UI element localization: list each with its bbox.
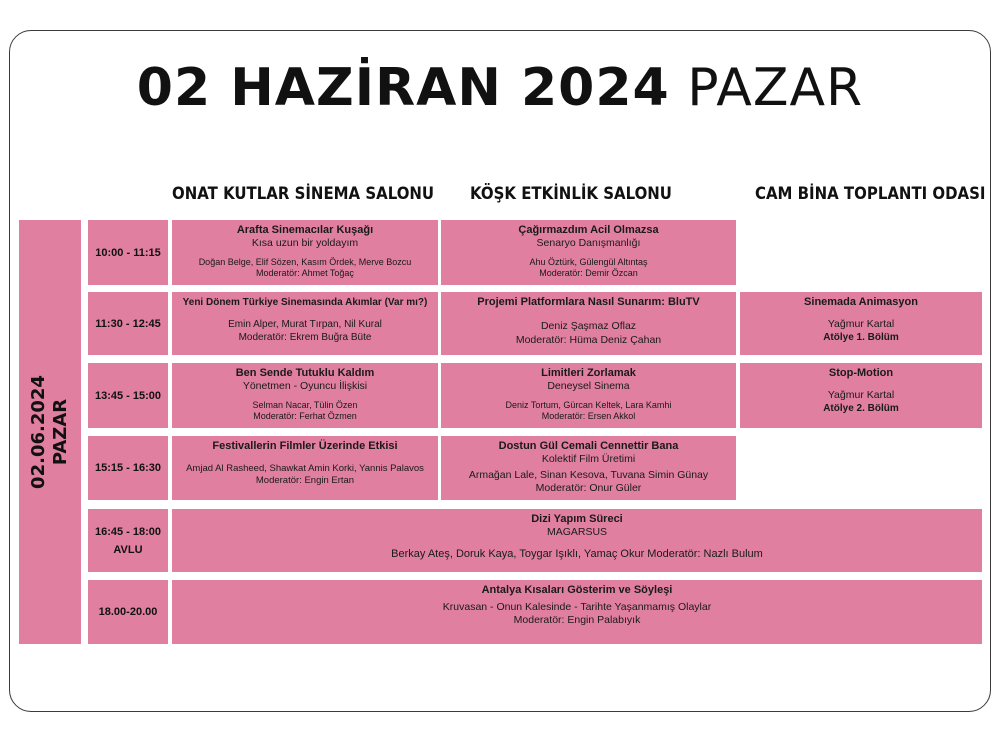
- session-moderator: Moderatör: Engin Ertan: [255, 475, 355, 486]
- session-title: Ben Sende Tutuklu Kaldım: [235, 367, 375, 379]
- time-label: 11:30 - 12:45: [95, 317, 161, 330]
- page-title: [0, 58, 1000, 118]
- session-moderator: Moderatör: Demir Özcan: [539, 268, 638, 278]
- session-subtitle: Deneysel Sinema: [547, 380, 630, 392]
- time-label: 13:45 - 15:00: [94, 389, 162, 402]
- session-moderator: Moderatör: Ersen Akkol: [541, 411, 636, 421]
- time-slot: [88, 436, 168, 500]
- date-value: 02.06.2024: [28, 375, 49, 489]
- session-speakers: Armağan Lale, Sinan Kesova, Tuvana Simin Günay: [468, 469, 709, 481]
- session-speakers: Selman Nacar, Tülin Özen: [252, 400, 358, 410]
- session-moderator: Moderatör: Onur Güler: [535, 482, 642, 494]
- session-title: Antalya Kısaları Gösterim ve Söyleşi: [481, 584, 673, 596]
- session-cell: [441, 363, 736, 428]
- workshop-speaker: Yağmur Kartal: [827, 389, 895, 401]
- venue-label: AVLU: [113, 543, 143, 556]
- workshop-title: Stop-Motion: [828, 367, 894, 379]
- session-title: Arafta Sinemacılar Kuşağı: [236, 224, 374, 236]
- session-cell: [172, 292, 438, 355]
- session-title: Dostun Gül Cemali Cennettir Bana: [498, 440, 679, 452]
- session-moderator: Moderatör: Engin Palabıyık: [513, 614, 641, 626]
- session-subtitle: Kruvasan - Onun Kalesinde - Tarihte Yaşanmamış Olaylar: [442, 601, 712, 613]
- workshop-title: Sinemada Animasyon: [804, 296, 918, 308]
- session-cell: [172, 436, 438, 500]
- session-title: Projemi Platformlara Nasıl Sunarım: BluTV: [477, 296, 700, 308]
- time-slot: [88, 292, 168, 355]
- title-day: PAZAR: [687, 58, 864, 118]
- session-subtitle: Kolektif Film Üretimi: [541, 453, 636, 465]
- session-speakers: Deniz Tortum, Gürcan Keltek, Lara Kamhi: [505, 400, 672, 410]
- date-day: PAZAR: [50, 398, 71, 466]
- title-date: 02 HAZİRAN 2024: [136, 58, 670, 118]
- session-cell: [441, 220, 736, 285]
- time-slot: [88, 580, 168, 644]
- session-cell: [172, 220, 438, 285]
- session-subtitle: Yönetmen - Oyuncu İlişkisi: [242, 380, 368, 392]
- session-speakers: Doğan Belge, Elif Sözen, Kasım Ördek, Merve Bozcu: [198, 257, 412, 267]
- session-moderator: Moderatör: Hüma Deniz Çahan: [515, 334, 662, 346]
- time-slot: [88, 363, 168, 428]
- workshop-cell: [740, 363, 982, 428]
- session-cell-wide: [172, 509, 982, 572]
- time-slot: [88, 220, 168, 285]
- workshop-cell: [740, 292, 982, 355]
- session-speakers: Amjad Al Rasheed, Shawkat Amin Korki, Yannis Palavos: [186, 463, 424, 474]
- session-subtitle: Senaryo Danışmanlığı: [536, 237, 641, 249]
- session-title: Dizi Yapım Süreci: [531, 513, 623, 525]
- date-bar: [19, 220, 81, 644]
- date-label: [28, 375, 72, 489]
- session-cell-wide: [172, 580, 982, 644]
- session-speakers: Berkay Ateş, Doruk Kaya, Toygar Işıklı, Yamaç Okur Moderatör: Nazlı Bulum: [391, 548, 763, 560]
- session-speakers: Ahu Öztürk, Gülengül Altıntaş: [529, 257, 648, 267]
- column-header-onat-kutlar: ONAT KUTLAR SİNEMA SALONU: [172, 184, 435, 204]
- column-header-kosk: KÖŞK ETKİNLİK SALONU: [470, 184, 672, 204]
- time-slot: [88, 509, 168, 572]
- session-speakers: Emin Alper, Murat Tırpan, Nil Kural: [228, 319, 382, 330]
- workshop-note: Atölye 1. Bölüm: [823, 332, 899, 343]
- session-title: Yeni Dönem Türkiye Sinemasında Akımlar (Var mı?): [182, 297, 428, 308]
- session-moderator: Moderatör: Ferhat Özmen: [253, 411, 357, 421]
- session-cell: [441, 436, 736, 500]
- session-title: Festivallerin Filmler Üzerinde Etkisi: [212, 440, 398, 452]
- session-moderator: Moderatör: Ekrem Buğra Büte: [238, 332, 372, 343]
- session-moderator: Moderatör: Ahmet Toğaç: [256, 268, 354, 278]
- session-subtitle: Kısa uzun bir yoldayım: [251, 237, 359, 249]
- workshop-speaker: Yağmur Kartal: [827, 318, 895, 330]
- workshop-note: Atölye 2. Bölüm: [823, 403, 899, 414]
- session-speakers: Deniz Şaşmaz Oflaz: [540, 320, 637, 332]
- session-cell: [172, 363, 438, 428]
- time-label: 10:00 - 11:15: [95, 246, 161, 259]
- session-subtitle: MAGARSUS: [546, 526, 608, 538]
- time-label: 15:15 - 16:30: [94, 462, 162, 474]
- time-label: 18.00-20.00: [98, 606, 158, 618]
- session-title: Çağırmazdım Acil Olmazsa: [518, 224, 659, 236]
- session-cell: [441, 292, 736, 355]
- session-title: Limitleri Zorlamak: [541, 367, 636, 379]
- time-label: 16:45 - 18:00: [94, 525, 162, 538]
- column-header-cam-bina: CAM BİNA TOPLANTI ODASI: [755, 184, 986, 204]
